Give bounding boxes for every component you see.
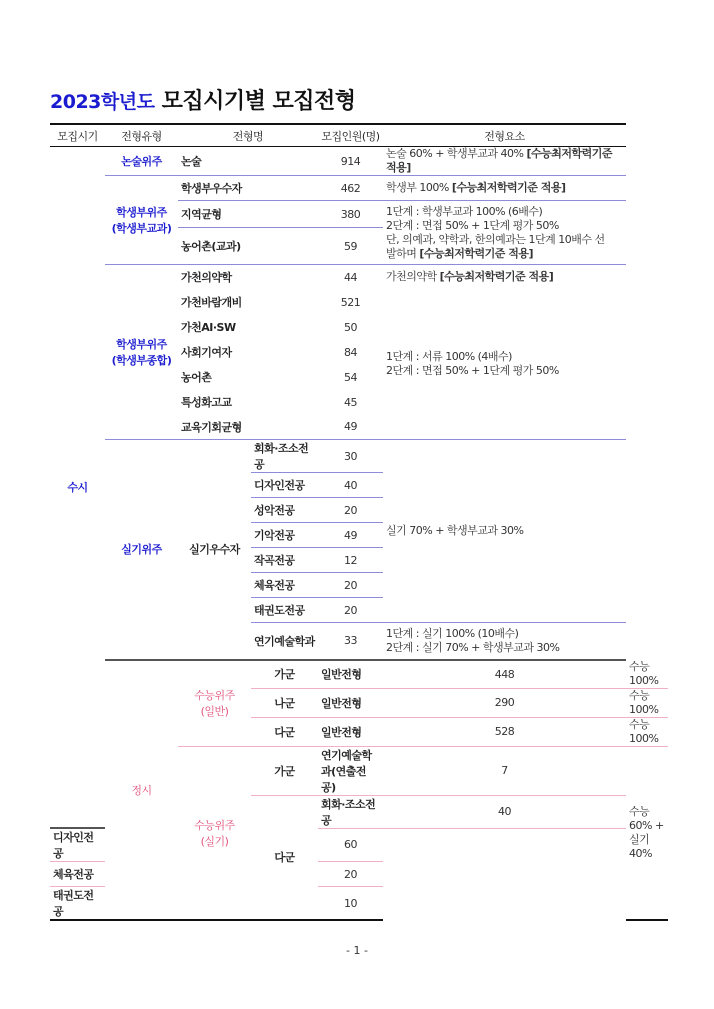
element-line: 2단계 : 실기 70% + 학생부교과 30% [386, 640, 560, 654]
group-label: 가군 [251, 660, 318, 689]
count: 20 [318, 862, 383, 887]
type-line: 수능위주 [194, 689, 235, 702]
admission-name: 일반전형 [318, 688, 383, 717]
elements [383, 623, 626, 660]
admission-name: 농어촌 [181, 371, 212, 384]
header-name: 전형명 [178, 124, 318, 147]
count: 59 [318, 228, 383, 265]
admission-name: 가천바람개비 [181, 296, 242, 309]
admission-table [50, 123, 668, 921]
admission-name: 성악전공 [251, 498, 318, 523]
element-line: 단, 의예과, 약학과, 한의예과는 1단계 10배수 선 [386, 232, 605, 246]
admission-name: 기악전공 [251, 523, 318, 548]
type-label [178, 660, 251, 747]
count: 10 [318, 887, 383, 921]
count: 448 [383, 660, 626, 689]
count: 44 [344, 270, 357, 284]
element-line: 2단계 : 면접 50% + 1단계 평가 50% [386, 218, 559, 232]
type-label [105, 176, 178, 265]
admission-name: 작곡전공 [251, 548, 318, 573]
count: 7 [383, 746, 626, 795]
count: 20 [318, 498, 383, 523]
table-row [50, 440, 668, 473]
admission-name: 연기예술학과 [251, 623, 318, 660]
count: 49 [318, 415, 383, 440]
group-label: 가군 [251, 746, 318, 795]
group-label: 실기우수자 [178, 440, 251, 660]
header-elements: 전형요소 [383, 124, 626, 147]
admission-name: 체육전공 [50, 862, 105, 887]
elements: 수능 100% [626, 660, 668, 689]
count: 20 [318, 598, 383, 623]
type-line: (일반) [200, 705, 229, 718]
count: 30 [318, 440, 383, 473]
elements: 수능 100% [626, 688, 668, 717]
table-header [50, 124, 668, 147]
element-text: 논술 60% + 학생부교과 40% [386, 147, 527, 160]
count: 49 [318, 523, 383, 548]
element-line: 1단계 : 실기 100% (10배수) [386, 626, 519, 640]
type-label: 논술위주 [105, 147, 178, 176]
elements [383, 290, 626, 440]
elements [383, 147, 626, 176]
count: 50 [344, 320, 357, 334]
admission-name: 교육기회균형 [178, 415, 318, 440]
group-label: 다군 [251, 717, 318, 746]
element-text: 가천의약학 [386, 270, 440, 284]
elements [383, 176, 626, 201]
count: 45 [344, 395, 357, 409]
elements: 수능 100% [626, 717, 668, 746]
admission-name: 일반전형 [318, 660, 383, 689]
type-line: (학생부교과) [111, 222, 172, 235]
type-line: 학생부위주 [116, 338, 167, 351]
type-line: 수능위주 [194, 818, 235, 832]
count: 914 [318, 147, 383, 176]
group-label: 다군 [251, 795, 318, 920]
element-line: 2단계 : 면접 50% + 1단계 평가 50% [386, 364, 559, 378]
element-note: [수능최저학력기준 적용] [439, 270, 554, 284]
count: 33 [318, 623, 383, 660]
admission-name: 태권도전공 [251, 598, 318, 623]
count: 20 [318, 573, 383, 598]
page-title: 2023학년도 모집시기별 모집전형 [50, 89, 356, 114]
count: 521 [340, 295, 361, 309]
period-susi: 수시 [50, 147, 105, 829]
type-label [105, 265, 178, 440]
page-number: - 1 - [346, 944, 368, 957]
elements: 수능 60% + 실기 40% [626, 746, 668, 920]
admission-name: 체육전공 [251, 573, 318, 598]
admission-name: 디자인전공 [50, 828, 105, 862]
count: 60 [318, 828, 383, 862]
header-type: 전형유형 [105, 124, 178, 147]
header-period: 모집시기 [50, 124, 105, 147]
admission-name: 일반전형 [318, 717, 383, 746]
admission-name: 가천AI·SW [181, 321, 236, 334]
element-note: [수능최저학력기준 적용] [419, 246, 534, 260]
elements: 실기 70% + 학생부교과 30% [383, 440, 626, 623]
admission-name: 특성화고교 [181, 396, 232, 409]
admission-name: 태권도전공 [50, 887, 105, 921]
table-row [50, 147, 668, 176]
admission-name: 농어촌(교과) [178, 228, 318, 265]
type-label: 실기위주 [105, 440, 178, 660]
table-row [50, 265, 668, 290]
admission-name: 가천의약학 [181, 271, 232, 285]
count: 54 [344, 370, 357, 384]
elements [383, 201, 626, 265]
period-jeongsi: 정시 [105, 660, 178, 921]
admission-name: 연기예술학과(연출전공) [318, 746, 383, 795]
type-line: (학생부종합) [111, 354, 172, 367]
admission-name: 디자인전공 [251, 473, 318, 498]
element-text: 학생부 100% [386, 181, 452, 194]
elements [383, 265, 626, 290]
table-row [50, 660, 668, 689]
type-line: 학생부위주 [116, 206, 167, 219]
admission-name: 논술 [178, 147, 318, 176]
count: 40 [318, 473, 383, 498]
group-label: 나군 [251, 688, 318, 717]
count: 290 [383, 688, 626, 717]
count: 380 [318, 201, 383, 228]
element-line: 1단계 : 학생부교과 100% (6배수) [386, 204, 543, 218]
count: 84 [344, 345, 357, 359]
admission-name: 지역균형 [178, 201, 318, 228]
type-line: (실기) [200, 834, 229, 848]
count: 40 [383, 795, 626, 828]
type-label [178, 746, 251, 920]
header-count: 모집인원(명) [318, 124, 383, 147]
admission-name: 회화·조소전공 [318, 795, 383, 828]
admission-name: 사회기여자 [181, 346, 232, 359]
element-line: 1단계 : 서류 100% (4배수) [386, 350, 512, 364]
count: 12 [318, 548, 383, 573]
table-row [50, 176, 668, 201]
count: 462 [318, 176, 383, 201]
admission-name: 학생부우수자 [178, 176, 318, 201]
admission-name: 회화·조소전공 [251, 440, 318, 473]
element-note: [수능최저학력기준 적용] [451, 181, 566, 194]
count: 528 [383, 717, 626, 746]
element-line: 발하며 [386, 246, 420, 260]
element-note: [수능최저학력기준 적용] [386, 147, 613, 174]
